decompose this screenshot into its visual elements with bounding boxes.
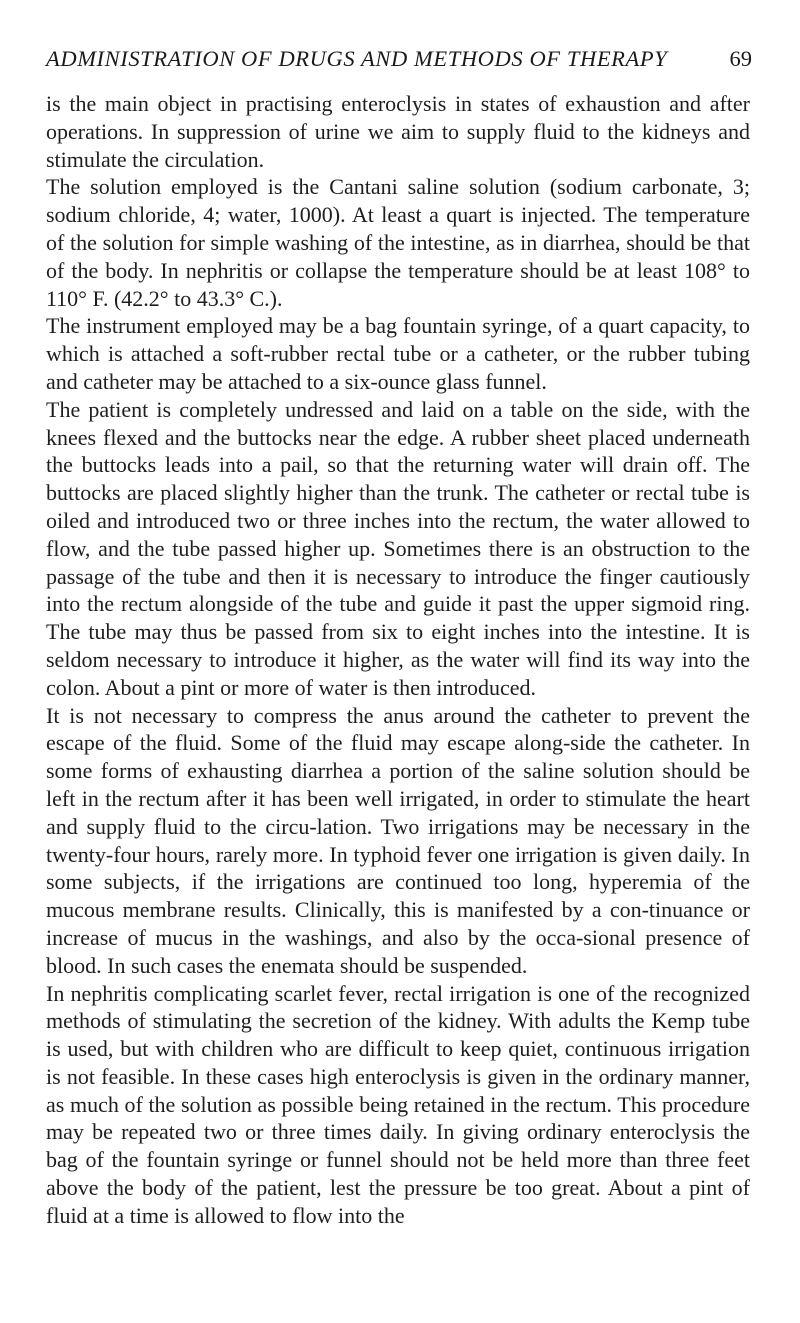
body-text (46, 90, 750, 1230)
running-header (46, 46, 752, 72)
chapter-title: ADMINISTRATION OF DRUGS AND METHODS OF THERAPY (46, 46, 668, 71)
paragraph: The solution employed is the Cantani saline solution (sodium carbonate, 3; sodium chloride, 4; water, 1000). At least a quart is injected. The temperature of the solution for simple washing of the intestine, as in diarrhea, should be that of the body. In nephritis or collapse the temperature should be at least 108° to 110° F. (42.2° to 43.3° C.). (46, 174, 750, 311)
paragraph: The instrument employed may be a bag fountain syringe, of a quart capacity, to which is attached a soft-rubber rectal tube or a catheter, or the rubber tubing and catheter may be attached to a six-ounce glass funnel. (46, 313, 750, 394)
paragraph: In nephritis complicating scarlet fever, rectal irrigation is one of the recognized methods of stimulating the secretion of the kidney. With adults the Kemp tube is used, but with children who are difficult to keep quiet, continuous irrigation is not feasible. In these cases high enteroclysis is given in the ordinary manner, as much of the solution as possible being retained in the rectum. This procedure may be repeated two or three times daily. In giving ordinary enteroclysis the bag of the fountain syringe or funnel should not be held more than three feet above the body of the patient, lest the pressure be too great. About a pint of fluid at a time is allowed to flow into the (46, 980, 750, 1228)
page-number: 69 (729, 46, 752, 71)
paragraph: It is not necessary to compress the anus around the catheter to prevent the escape of the fluid. Some of the fluid may escape along-side the catheter. In some forms of exhausting diarrhea a portion of the saline solution should be left in the rectum after it has been well irrigated, in order to stimulate the heart and supply fluid to the circu-lation. Two irrigations may be necessary in the twenty-four hours, rarely more. In typhoid fever one irrigation is given daily. In some subjects, if the irrigations are continued too long, hyperemia of the mucous membrane results. Clinically, this is manifested by a con-tinuance or increase of mucus in the washings, and also by the occa-sional presence of blood. In such cases the enemata should be suspended. (46, 702, 750, 978)
paragraph: The patient is completely undressed and laid on a table on the side, with the knees flexed and the buttocks near the edge. A rubber sheet placed underneath the buttocks leads into a pail, so that the returning water will drain off. The buttocks are placed slightly higher than the trunk. The catheter or rectal tube is oiled and introduced two or three inches into the rectum, the water allowed to flow, and the tube passed higher up. Sometimes there is an obstruction to the passage of the tube and then it is necessary to introduce the finger cautiously into the rectum alongside of the tube and guide it past the upper sigmoid ring. The tube may thus be passed from six to eight inches into the intestine. It is seldom necessary to introduce it higher, as the water will find its way into the colon. About a pint or more of water is then introduced. (46, 396, 750, 700)
paragraph: is the main object in practising enteroclysis in states of exhaustion and after operations. In suppression of urine we aim to supply fluid to the kidneys and stimulate the circulation. (46, 91, 750, 172)
